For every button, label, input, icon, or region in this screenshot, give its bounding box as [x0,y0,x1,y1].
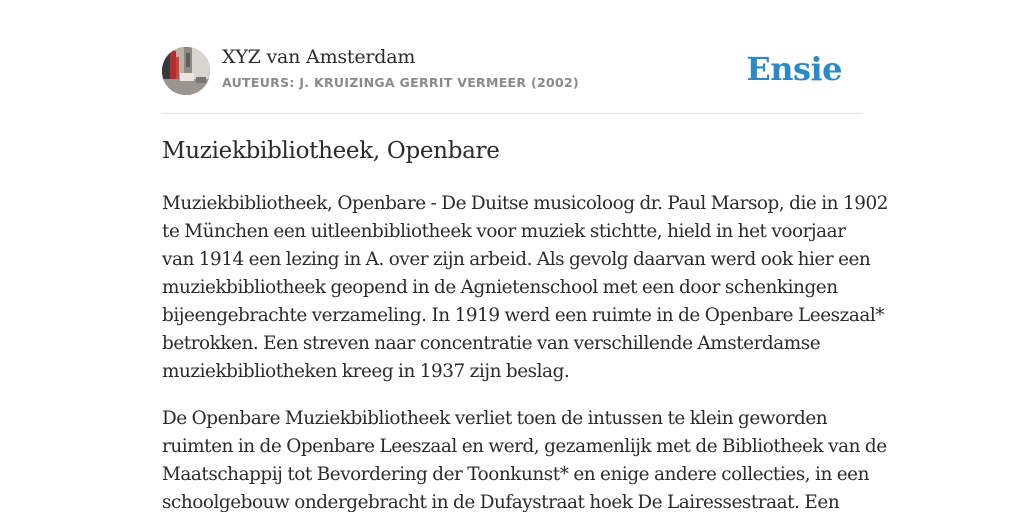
book-title[interactable]: XYZ van Amsterdam [222,46,416,68]
paragraph-line: Maatschappij tot Bevordering der Toonkunst* en enige andere collecties, in een [162,464,869,485]
paragraph-line: bijeengebrachte verzameling. In 1919 werd een ruimte in de Openbare Leeszaal* [162,305,885,326]
ensie-logo[interactable]: Ensie [746,50,842,88]
header-divider [162,113,862,114]
entry-title: Muziekbibliotheek, Openbare [162,138,500,164]
paragraph-line: te München een uitleenbibliotheek voor muziek stichtte, hield in het voorjaar [162,221,846,242]
paragraph-line: ruimten in de Openbare Leeszaal en werd, gezamenlijk met de Bibliotheek van de [162,436,887,457]
book-header [162,46,862,96]
book-authors: AUTEURS: J. KRUIZINGA GERRIT VERMEER (2002) [222,75,579,90]
book-cover-photo-icon [162,47,210,95]
paragraph-line: muziekbibliotheken kreeg in 1937 zijn beslag. [162,361,570,382]
paragraph-line: De Openbare Muziekbibliotheek verliet toen de intussen te klein geworden [162,408,828,429]
entry-paragraph-1 [162,190,888,386]
entry-paragraph-2 [162,405,887,512]
share-card [162,0,888,512]
book-cover-avatar[interactable] [162,47,210,95]
paragraph-line: Muziekbibliotheek, Openbare - De Duitse musicoloog dr. Paul Marsop, die in 1902 [162,193,888,214]
paragraph-line: betrokken. Een streven naar concentratie van verschillende Amsterdamse [162,333,821,354]
paragraph-line: schoolgebouw ondergebracht in de Dufaystraat hoek De Lairessestraat. Een [162,492,840,512]
paragraph-line: muziekbibliotheek geopend in de Agnietenschool met een door schenkingen [162,277,838,298]
paragraph-line: van 1914 een lezing in A. over zijn arbeid. Als gevolg daarvan werd ook hier een [162,249,871,270]
